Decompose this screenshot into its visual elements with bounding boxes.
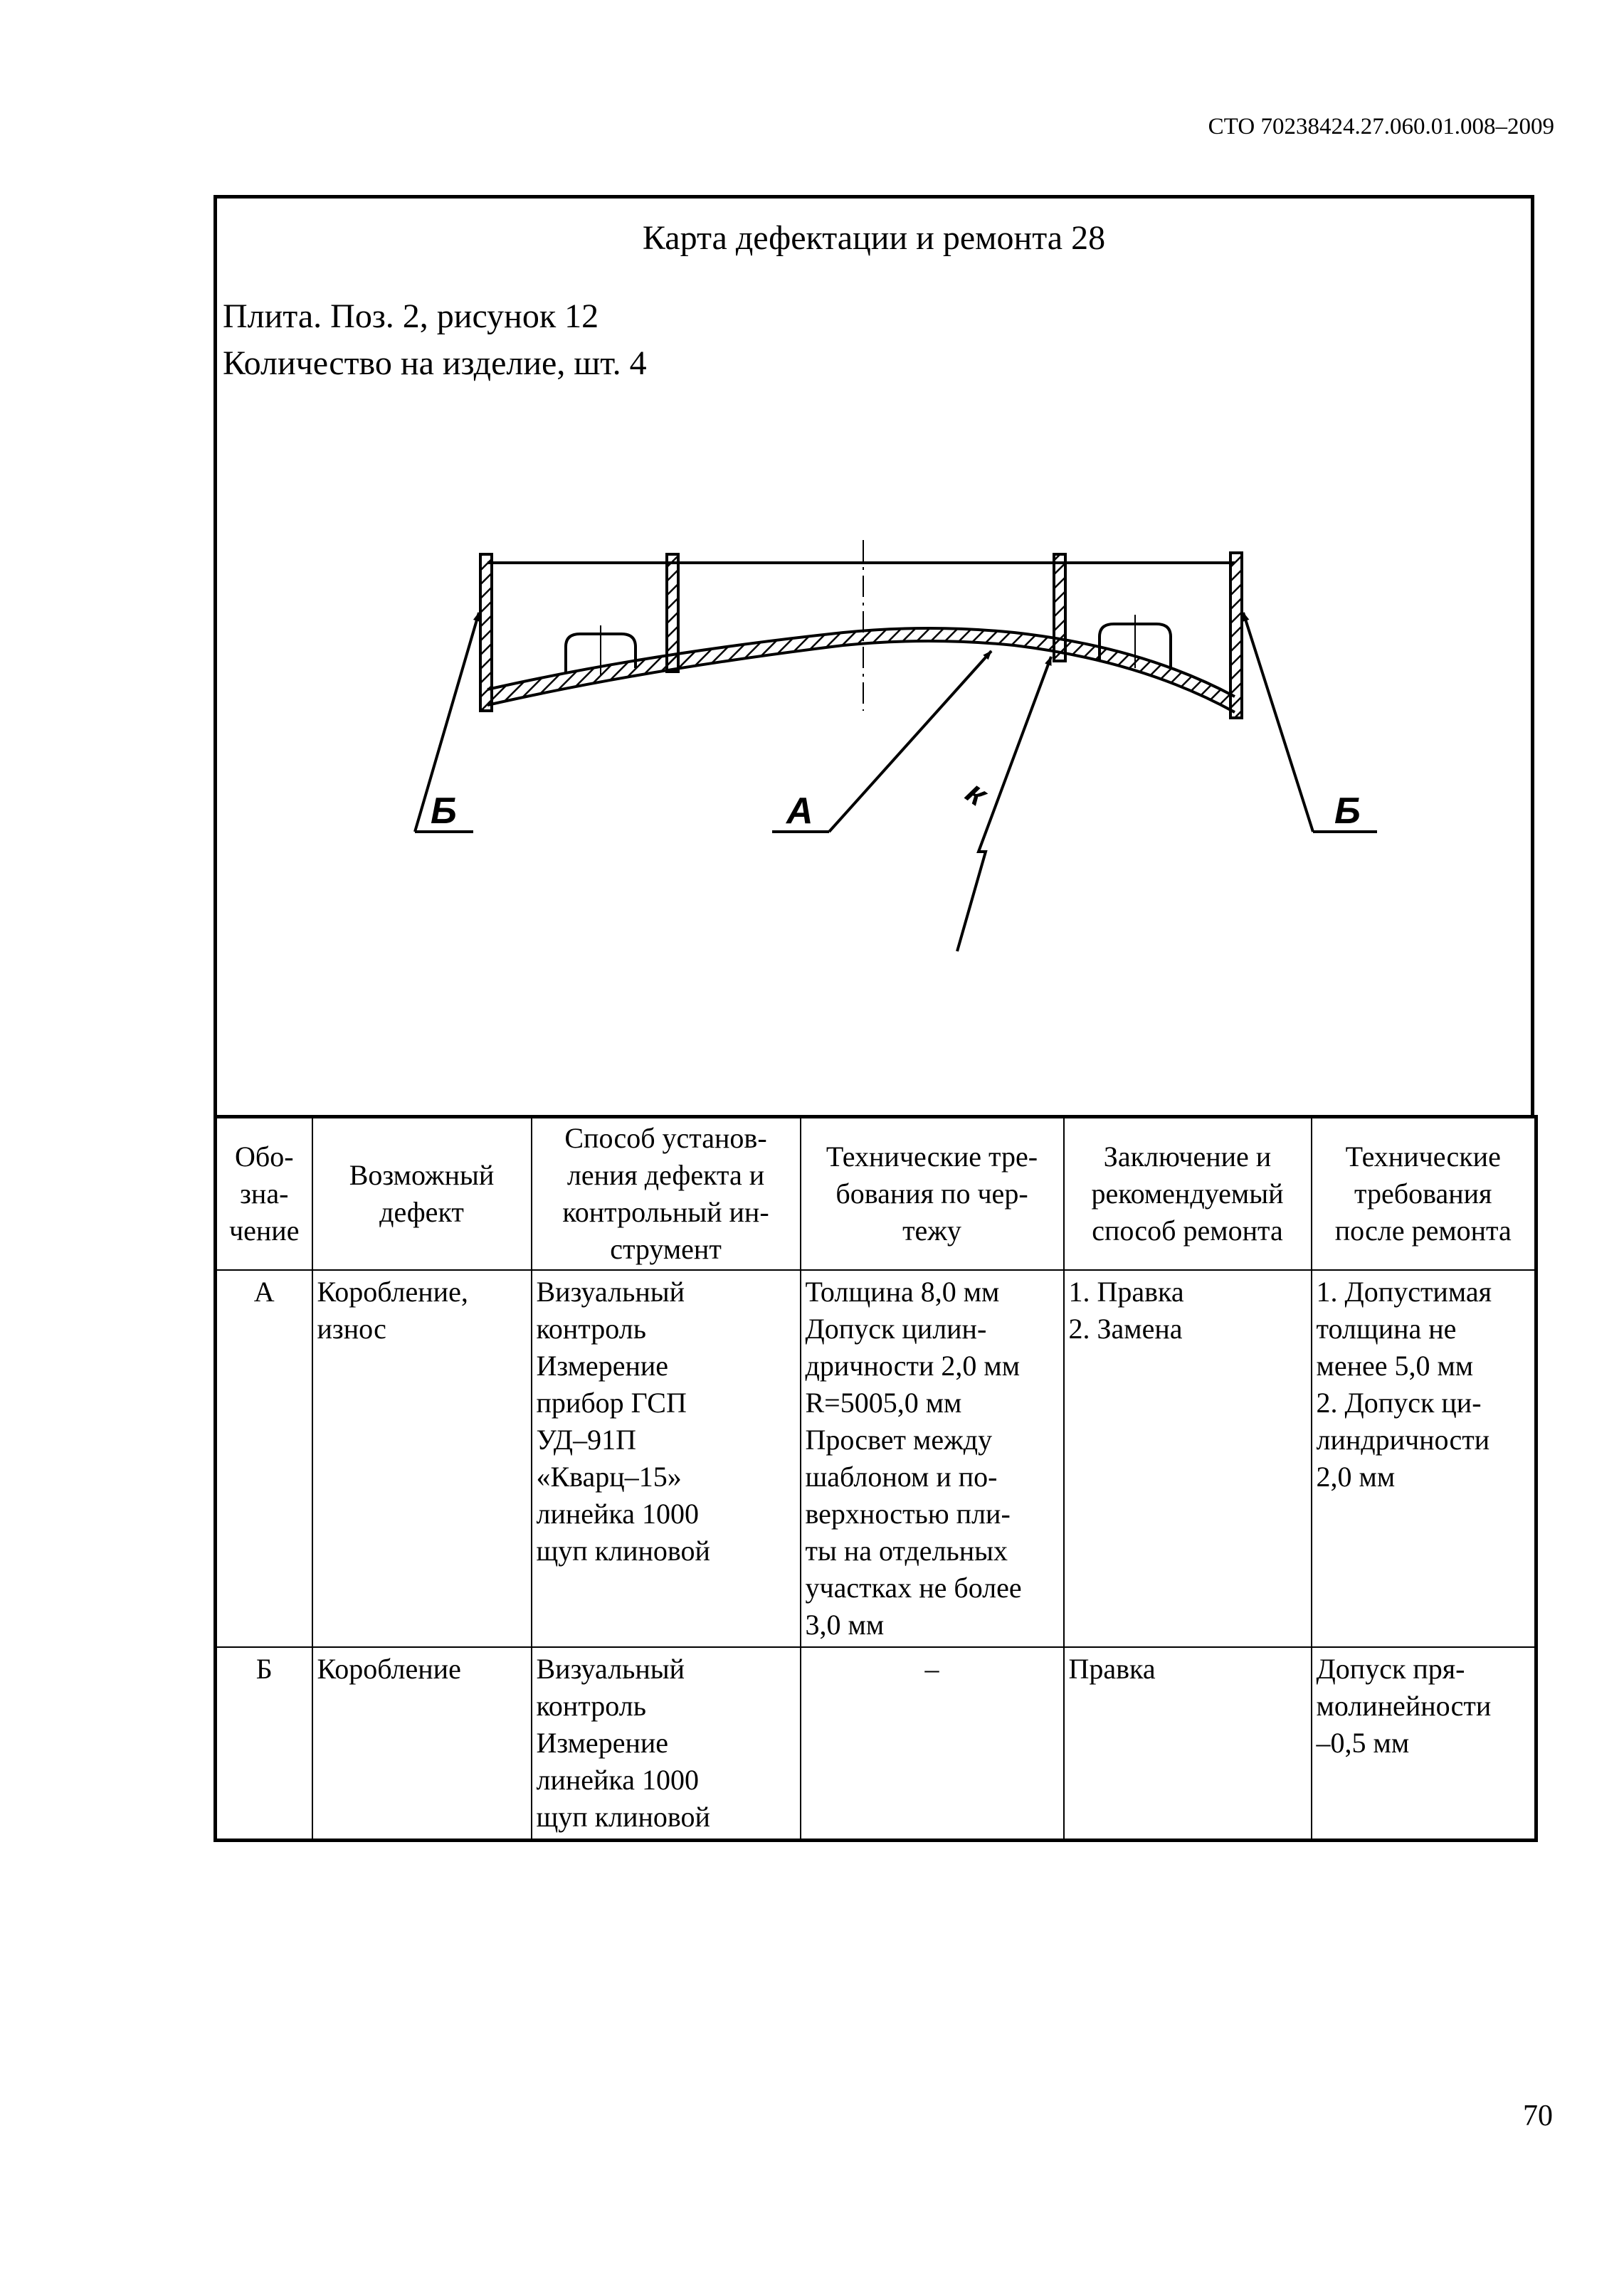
card-title: Карта дефектации и ремонта 28 — [642, 219, 1106, 257]
label-b-left: Б — [431, 790, 457, 832]
label-b-right: Б — [1334, 790, 1361, 832]
cell-after-repair: 1. Допустимая толщина не менее 5,0 мм 2. Допуск ци- линдричности 2,0 мм — [1312, 1270, 1536, 1647]
header-after-repair: Технические требования после ремонта — [1312, 1117, 1536, 1271]
header-defect: Возможный дефект — [312, 1117, 532, 1271]
label-a: А — [786, 790, 813, 832]
cell-requirements: – — [801, 1647, 1064, 1841]
page-number: 70 — [1523, 2100, 1553, 2132]
plate-hatch — [487, 628, 1235, 712]
part-drawing — [217, 199, 1531, 1116]
cell-defect: Коробление, износ — [312, 1270, 532, 1647]
cell-mark: Б — [216, 1647, 312, 1841]
cell-after-repair: Допуск пря- молинейности –0,5 мм — [1312, 1647, 1536, 1841]
cell-mark: А — [216, 1270, 312, 1647]
quantity-line: Количество на изделие, шт. 4 — [223, 344, 647, 382]
defect-table — [213, 1115, 1538, 1842]
part-line: Плита. Поз. 2, рисунок 12 — [223, 297, 599, 335]
defect-card — [213, 195, 1534, 1118]
header-requirements: Технические тре- бования по чер- тежу — [801, 1117, 1064, 1271]
header-repair: Заключение и рекомендуемый способ ремонта — [1064, 1117, 1312, 1271]
document-code: СТО 70238424.27.060.01.008–2009 — [1208, 114, 1554, 139]
cell-method: Визуальный контроль Измерение линейка 1000 щуп клиновой — [532, 1647, 801, 1841]
table-row — [216, 1270, 1536, 1647]
header-method: Способ установ- ления дефекта и контрольный ин- струмент — [532, 1117, 801, 1271]
table-header-row — [216, 1117, 1536, 1271]
cell-method: Визуальный контроль Измерение прибор ГСП УД–91П «Кварц–15» линейка 1000 щуп клиновой — [532, 1270, 801, 1647]
table-row — [216, 1647, 1536, 1841]
label-roughness: к — [959, 773, 995, 813]
cell-requirements: Толщина 8,0 мм Допуск цилин- дричности 2,0 мм R=5005,0 мм Просвет между шаблоном и по- верхностью пли- ты на отдельных участках не более 3,0 мм — [801, 1270, 1064, 1647]
cell-repair: Правка — [1064, 1647, 1312, 1841]
cell-defect: Коробление — [312, 1647, 532, 1841]
cell-repair: 1. Правка 2. Замена — [1064, 1270, 1312, 1647]
header-mark: Обо- зна- чение — [216, 1117, 312, 1271]
